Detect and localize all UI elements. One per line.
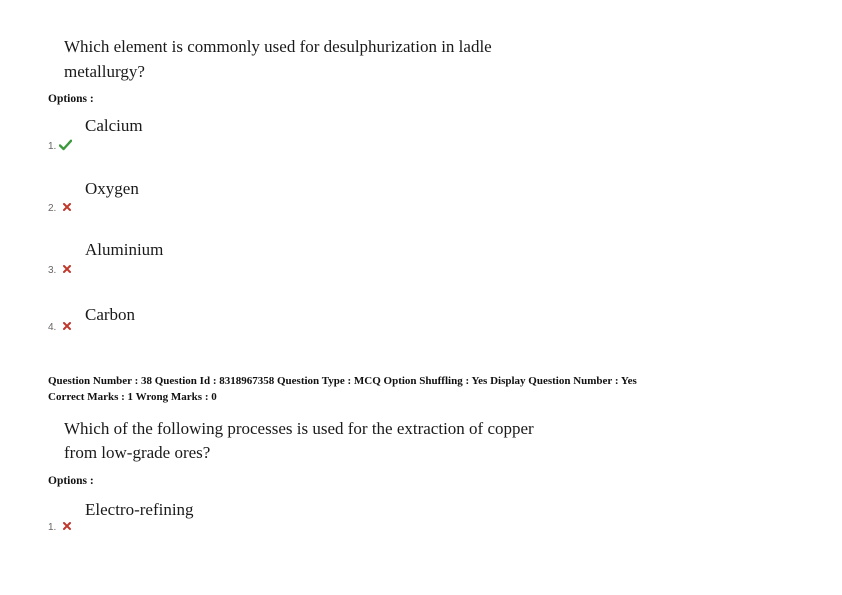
option-number-label: 2. <box>48 203 57 214</box>
question-text-line2: from low-grade ores? <box>64 443 211 462</box>
check-icon <box>59 139 72 154</box>
cross-icon <box>63 265 71 276</box>
question-meta: Question Number : 38 Question Id : 8318967358 Question Type : MCQ Option Shuffling : Yes Display Question Number : Yes <box>48 375 637 387</box>
options-label: Options : <box>48 475 94 487</box>
cross-icon <box>63 322 71 333</box>
option-text: Carbon <box>85 305 136 324</box>
question-text-line2: metallurgy? <box>64 62 145 81</box>
option-number-label: 3. <box>48 265 57 276</box>
option-number <box>48 265 56 276</box>
option-number-label: 1. <box>48 522 57 533</box>
option-text: Aluminium <box>85 240 164 259</box>
option-number <box>48 141 56 152</box>
cross-icon <box>63 522 71 533</box>
marks-meta: Correct Marks : 1 Wrong Marks : 0 <box>48 391 217 403</box>
options-label: Options : <box>48 93 94 105</box>
option-text: Calcium <box>85 116 143 135</box>
option-text: Electro-refining <box>85 500 194 519</box>
option-number-label: 1. <box>48 141 57 152</box>
cross-icon <box>63 203 71 214</box>
option-number <box>48 522 56 533</box>
option-text: Oxygen <box>85 179 139 198</box>
question-text-line1: Which element is commonly used for desulphurization in ladle <box>64 37 492 56</box>
question-text-line1: Which of the following processes is used for the extraction of copper <box>64 419 534 438</box>
option-number <box>48 203 56 214</box>
option-number <box>48 322 56 333</box>
option-number-label: 4. <box>48 322 57 333</box>
